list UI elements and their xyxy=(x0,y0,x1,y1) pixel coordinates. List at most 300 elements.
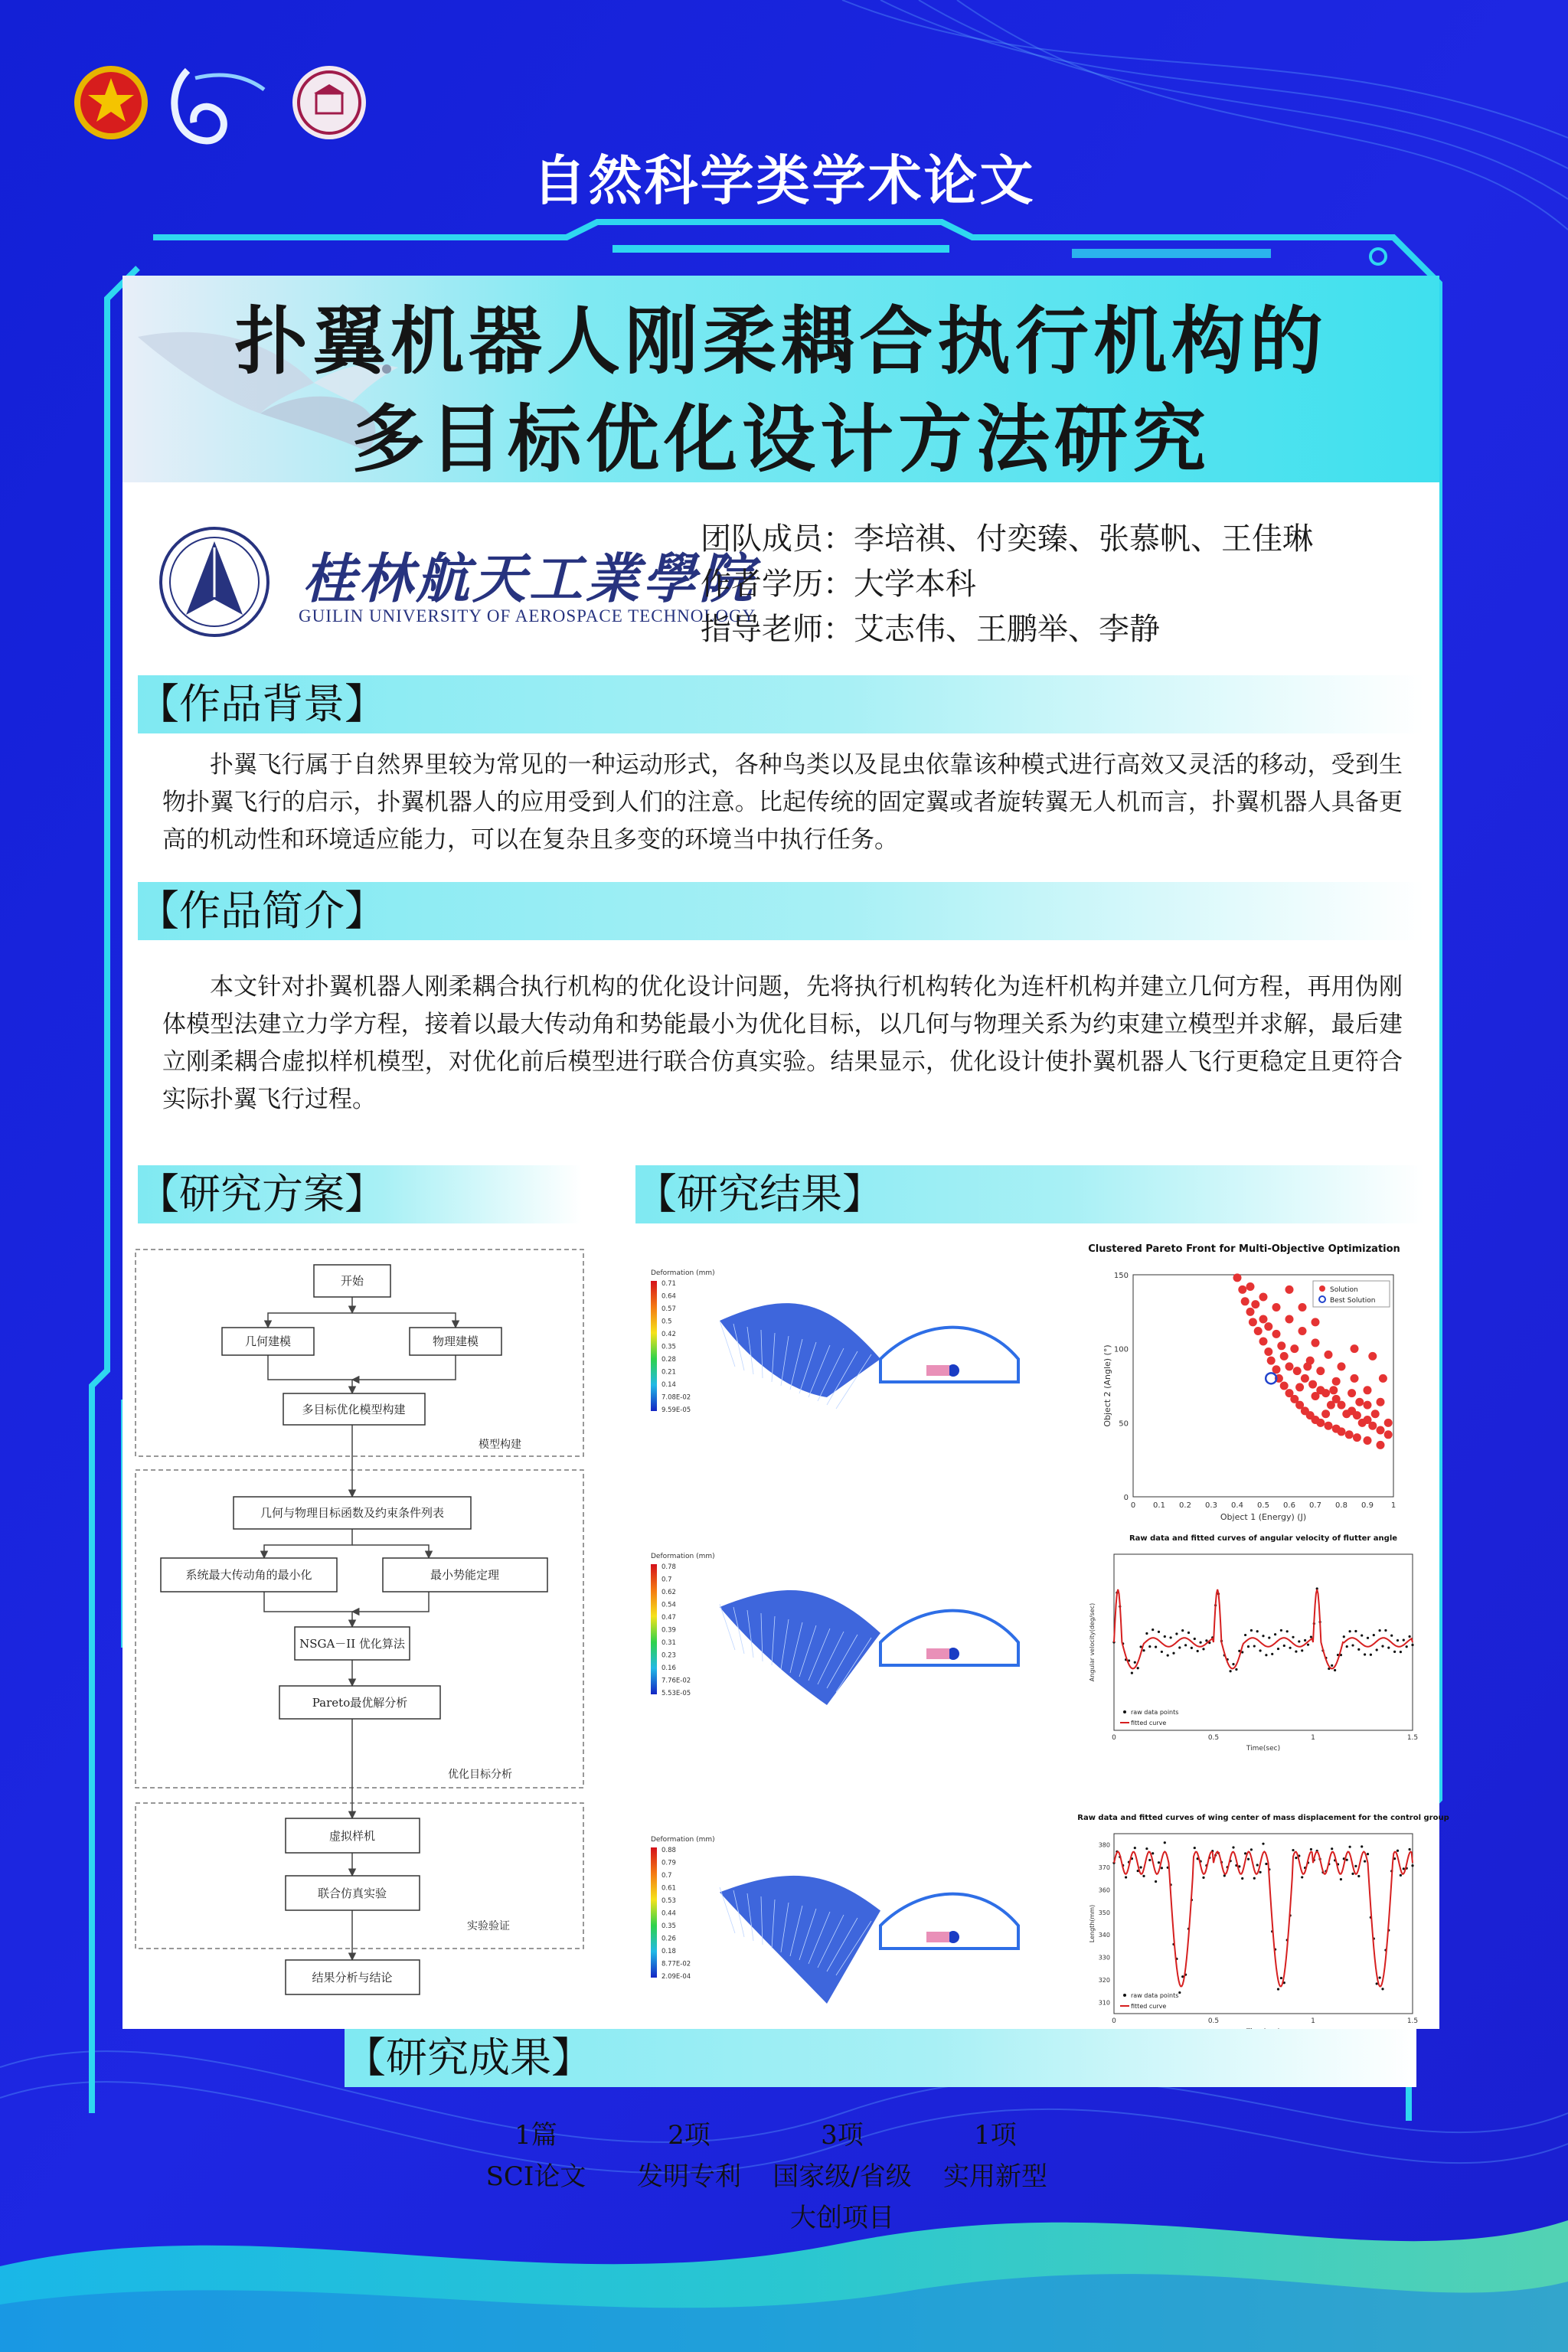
raw-data-point xyxy=(1384,1629,1387,1632)
raw-data-point xyxy=(1295,1650,1297,1652)
raw-data-point xyxy=(1175,1632,1178,1635)
school-name-cn: 桂林航天工業學院 xyxy=(302,547,756,610)
scatter-point xyxy=(1338,1401,1346,1410)
fem-legend-title: Deformation (mm) xyxy=(651,1836,715,1844)
raw-data-point xyxy=(1148,1859,1151,1861)
raw-data-point xyxy=(1381,1988,1383,1990)
achievement-extra: 大创项目 xyxy=(790,2203,894,2233)
scatter-point xyxy=(1377,1426,1385,1435)
plot-area xyxy=(1133,1275,1393,1497)
fem-legend-tick: 0.26 xyxy=(662,1935,676,1943)
fem-figure xyxy=(651,1553,1018,1705)
y-axis-label: Length(mm) xyxy=(1089,1904,1096,1943)
raw-data-point xyxy=(1289,1647,1292,1649)
scatter-point xyxy=(1358,1419,1367,1427)
scatter-point xyxy=(1267,1357,1276,1365)
fem-legend-tick: 0.21 xyxy=(662,1368,676,1377)
scatter-point xyxy=(1251,1300,1259,1308)
fem-legend-tick: 0.28 xyxy=(662,1356,676,1364)
raw-data-point xyxy=(1367,1853,1369,1855)
y-tick-label: 340 xyxy=(1098,1932,1110,1939)
fem-legend-tick: 0.71 xyxy=(662,1280,676,1288)
raw-data-point xyxy=(1406,1645,1408,1648)
scatter-point xyxy=(1321,1389,1330,1397)
fem-legend-tick: 0.42 xyxy=(662,1331,676,1338)
raw-data-point xyxy=(1343,1635,1345,1638)
raw-data-point xyxy=(1265,1863,1267,1865)
raw-data-point xyxy=(1230,1670,1232,1672)
raw-data-point xyxy=(1134,1661,1136,1664)
raw-data-point xyxy=(1265,1654,1267,1656)
wing-mesh xyxy=(720,1303,1018,1409)
flow-multi-objective: 多目标优化模型构建 xyxy=(302,1403,406,1416)
x-axis-label: Object 1 (Energy) (J) xyxy=(1220,1512,1307,1522)
raw-data-point xyxy=(1256,1630,1259,1632)
scatter-point xyxy=(1272,1330,1281,1338)
legend-label: Solution xyxy=(1330,1286,1358,1294)
fem-legend-tick: 2.09E-04 xyxy=(662,1973,691,1981)
fem-colorbar xyxy=(651,1847,657,1978)
raw-data-point xyxy=(1181,1629,1184,1632)
raw-data-point xyxy=(1361,1634,1363,1636)
fem-colorbar xyxy=(651,1564,657,1694)
raw-data-point xyxy=(1349,1630,1351,1632)
raw-data-point xyxy=(1191,1647,1193,1649)
raw-data-point xyxy=(1354,1630,1357,1632)
x-tick-label: 0.1 xyxy=(1153,1501,1165,1510)
fem-legend-tick: 0.7 xyxy=(662,1576,672,1584)
raw-data-point xyxy=(1396,1850,1399,1852)
raw-data-point xyxy=(1268,1637,1270,1639)
raw-data-point xyxy=(1379,1629,1381,1632)
raw-data-point xyxy=(1280,1977,1282,1979)
y-tick-label: 320 xyxy=(1098,1976,1110,1984)
raw-data-point xyxy=(1131,1672,1133,1674)
university-seal xyxy=(292,66,366,139)
fem-figure xyxy=(651,1836,1018,2004)
raw-data-point xyxy=(1247,1645,1250,1648)
fem-legend-tick: 5.53E-05 xyxy=(662,1690,691,1697)
raw-data-point xyxy=(1241,1877,1243,1880)
raw-data-point xyxy=(1310,1848,1312,1851)
scatter-point xyxy=(1377,1398,1385,1406)
y-axis-label: Object 2 (Angle) (°) xyxy=(1102,1344,1112,1427)
chart-title: Clustered Pareto Front for Multi-Objective Optimization xyxy=(1088,1243,1400,1255)
x-tick-label: 1 xyxy=(1390,1501,1396,1510)
scatter-point xyxy=(1277,1341,1285,1350)
raw-data-point xyxy=(1170,1636,1172,1638)
flow-objective-functions: 几何与物理目标函数及约束条件列表 xyxy=(260,1506,445,1520)
raw-data-point xyxy=(1197,1650,1199,1652)
background-paragraph: 扑翼飞行属于自然界里较为常见的一种运动形式，各种鸟类以及昆虫依靠该种模式进行高效又灵活的移动，受到生物扑翼飞行的启示，扑翼机器人的应用受到人们的注意。比起传统的固定翼或者旋转翼无人机而言，扑翼机器人具备更高的机动性和环境适应能力，可以在复杂且多变的环境当中执行任务。 xyxy=(162,751,1403,854)
legend-label: raw data points xyxy=(1131,1992,1179,1999)
scatter-point xyxy=(1368,1422,1377,1430)
title-line-1: 扑翼机器人刚柔耦合执行机构的 xyxy=(234,299,1328,384)
achievement-count: 1项 xyxy=(974,2120,1017,2151)
raw-data-point xyxy=(1396,1639,1399,1642)
raw-data-point xyxy=(1259,1871,1262,1873)
scatter-point xyxy=(1351,1374,1359,1383)
x-tick-label: 0.9 xyxy=(1361,1501,1374,1510)
achievement-item xyxy=(612,2115,766,2197)
fem-legend-tick: 0.78 xyxy=(662,1563,676,1571)
legend-label: Best Solution xyxy=(1330,1297,1376,1305)
raw-data-point xyxy=(1301,1876,1303,1878)
mechanism-motor xyxy=(926,1365,949,1376)
scatter-point xyxy=(1312,1318,1320,1326)
scatter-point xyxy=(1285,1285,1294,1294)
raw-data-point xyxy=(1200,1642,1202,1644)
raw-data-point xyxy=(1277,1648,1279,1650)
raw-data-point xyxy=(1292,1849,1294,1851)
raw-data-point xyxy=(1164,1635,1166,1638)
legend-marker xyxy=(1319,1285,1325,1292)
raw-data-point xyxy=(1194,1638,1196,1640)
raw-data-point xyxy=(1351,1644,1354,1646)
raw-data-point xyxy=(1310,1635,1312,1638)
scatter-point xyxy=(1325,1351,1333,1359)
raw-data-point xyxy=(1351,1873,1354,1875)
raw-data-point xyxy=(1125,1876,1127,1878)
fem-legend-tick: 0.18 xyxy=(662,1948,676,1955)
scatter-point xyxy=(1259,1338,1268,1346)
y-tick-label: 360 xyxy=(1098,1886,1110,1894)
x-tick-label: 1.5 xyxy=(1406,2017,1419,2025)
scatter-point xyxy=(1371,1410,1380,1418)
fem-legend-tick: 0.57 xyxy=(662,1305,676,1313)
x-tick-label: 1 xyxy=(1311,1734,1315,1742)
raw-data-point xyxy=(1340,1878,1342,1880)
wing-mesh xyxy=(720,1590,1018,1705)
flow-pareto: Pareto最优解分析 xyxy=(312,1696,408,1710)
x-axis-label: Time(sec) xyxy=(1246,1745,1281,1753)
x-tick-label: 0.5 xyxy=(1257,1501,1269,1510)
raw-data-point xyxy=(1152,1852,1154,1854)
scatter-point xyxy=(1316,1419,1325,1427)
research-flowchart xyxy=(134,1248,586,2006)
raw-data-point xyxy=(1152,1628,1154,1631)
y-tick-label: 150 xyxy=(1113,1272,1129,1280)
chart-title: Raw data and fitted curves of wing center of mass displacement for the control group xyxy=(1077,1814,1449,1822)
scatter-point xyxy=(1377,1441,1385,1449)
author-degree: 作者学历：大学本科 xyxy=(701,567,976,602)
raw-data-point xyxy=(1376,1648,1378,1651)
scatter-point xyxy=(1364,1401,1372,1410)
scatter-point xyxy=(1241,1297,1250,1305)
scatter-point xyxy=(1264,1322,1272,1331)
youth-league-emblem xyxy=(74,66,148,139)
y-tick-label: 100 xyxy=(1113,1345,1129,1354)
fem-legend-title: Deformation (mm) xyxy=(651,1269,715,1277)
raw-data-point xyxy=(1274,1633,1276,1635)
x-tick-label: 0.6 xyxy=(1283,1501,1295,1510)
achievement-label: 发明专利 xyxy=(637,2161,741,2192)
scatter-point xyxy=(1285,1362,1294,1370)
y-tick-label: 350 xyxy=(1098,1909,1110,1916)
raw-data-point xyxy=(1367,1637,1369,1639)
raw-data-point xyxy=(1259,1649,1262,1651)
raw-data-point xyxy=(1256,1864,1259,1866)
scatter-point xyxy=(1353,1411,1361,1419)
y-tick-label: 310 xyxy=(1098,1999,1110,2007)
chart-legend xyxy=(1313,1281,1390,1307)
achievement-item xyxy=(766,2115,919,2239)
scatter-point xyxy=(1312,1392,1320,1400)
chart-title: Raw data and fitted curves of angular velocity of flutter angle xyxy=(1129,1534,1398,1543)
fem-legend-tick: 0.35 xyxy=(662,1343,676,1351)
x-tick-label: 1.5 xyxy=(1406,1734,1419,1742)
scatter-point xyxy=(1298,1327,1307,1335)
scatter-point xyxy=(1303,1362,1312,1370)
raw-data-point xyxy=(1247,1858,1250,1860)
scatter-point xyxy=(1246,1282,1255,1291)
raw-data-point xyxy=(1148,1645,1151,1648)
raw-data-point xyxy=(1361,1845,1363,1847)
fem-legend-tick: 0.16 xyxy=(662,1664,676,1672)
fem-legend-tick: 0.79 xyxy=(662,1859,676,1867)
y-tick-label: 380 xyxy=(1098,1841,1110,1849)
section-achievements-header: 【研究成果】 xyxy=(345,2029,1416,2087)
school-name-en: GUILIN UNIVERSITY OF AEROSPACE TECHNOLOGY xyxy=(299,606,756,626)
raw-data-point xyxy=(1364,1653,1366,1655)
scatter-point xyxy=(1254,1327,1263,1335)
wing-membrane xyxy=(720,1876,880,2004)
x-tick-label: 0 xyxy=(1112,2017,1116,2025)
legend-label: fitted curve xyxy=(1131,2003,1167,2010)
raw-data-point xyxy=(1232,1663,1234,1665)
team-members: 团队成员：李培祺、付奕臻、张慕帆、王佳琳 xyxy=(701,521,1313,557)
achievement-label: 国家级/省级 xyxy=(773,2161,912,2192)
x-tick-label: 0 xyxy=(1130,1501,1136,1510)
raw-data-point xyxy=(1403,1639,1405,1642)
scatter-point xyxy=(1290,1344,1298,1353)
y-tick-label: 370 xyxy=(1098,1864,1110,1872)
fem-legend-tick: 0.54 xyxy=(662,1601,676,1609)
fem-legend-tick: 0.39 xyxy=(662,1626,676,1635)
legend-label: fitted curve xyxy=(1131,1720,1167,1726)
fem-legend-tick: 9.59E-05 xyxy=(662,1406,691,1414)
scatter-point xyxy=(1325,1422,1333,1430)
scatter-point xyxy=(1338,1427,1346,1436)
fem-legend-tick: 0.88 xyxy=(662,1847,676,1854)
raw-data-point xyxy=(1161,1867,1163,1869)
x-tick-label: 1 xyxy=(1311,2017,1315,2025)
flow-group-label-optimize: 优化目标分析 xyxy=(448,1769,512,1781)
raw-data-point xyxy=(1304,1639,1306,1642)
y-tick-label: 0 xyxy=(1123,1494,1129,1502)
raw-data-point xyxy=(1370,1654,1372,1656)
raw-data-point xyxy=(1194,1847,1196,1849)
raw-data-point xyxy=(1295,1857,1297,1859)
raw-data-point xyxy=(1373,1634,1375,1636)
scatter-point xyxy=(1379,1374,1387,1383)
raw-data-point xyxy=(1409,1635,1411,1638)
fem-legend-tick: 7.08E-02 xyxy=(662,1393,691,1402)
scatter-point xyxy=(1321,1410,1330,1418)
raw-data-point xyxy=(1142,1649,1145,1651)
mechanism-motor xyxy=(926,1648,949,1659)
raw-data-point xyxy=(1134,1847,1136,1849)
fem-legend-tick: 0.31 xyxy=(662,1639,676,1647)
legend-label: raw data points xyxy=(1131,1709,1179,1716)
scatter-point xyxy=(1249,1318,1257,1326)
achievements-list xyxy=(459,2115,1102,2245)
scatter-point xyxy=(1355,1398,1364,1406)
raw-data-point xyxy=(1411,1864,1413,1867)
raw-data-point xyxy=(1167,1655,1169,1657)
section-intro-header: 【作品简介】 xyxy=(138,882,1424,940)
legend-marker xyxy=(1123,1994,1126,1997)
scatter-point xyxy=(1301,1374,1309,1383)
raw-data-point xyxy=(1357,1648,1360,1651)
raw-data-point xyxy=(1411,1644,1413,1646)
scatter-point xyxy=(1246,1308,1255,1316)
scatter-point xyxy=(1259,1315,1268,1324)
x-tick-label: 0.4 xyxy=(1231,1501,1243,1510)
raw-data-point xyxy=(1346,1859,1348,1861)
scatter-point xyxy=(1272,1365,1281,1374)
flow-start: 开始 xyxy=(340,1274,364,1288)
mechanism-motor xyxy=(926,1932,949,1942)
scatter-point xyxy=(1259,1293,1268,1302)
fem-legend-tick: 0.47 xyxy=(662,1614,676,1622)
fem-legend-tick: 0.14 xyxy=(662,1381,676,1389)
raw-data-point xyxy=(1140,1866,1142,1868)
achievement-label: 实用新型 xyxy=(943,2161,1047,2192)
raw-data-point xyxy=(1172,1652,1174,1655)
x-tick-label: 0.3 xyxy=(1205,1501,1217,1510)
raw-data-point xyxy=(1331,1847,1333,1850)
raw-data-point xyxy=(1286,1630,1289,1632)
x-tick-label: 0 xyxy=(1112,1734,1116,1742)
scatter-point xyxy=(1384,1430,1393,1439)
achievement-count: 1篇 xyxy=(514,2120,557,2151)
raw-data-point xyxy=(1262,1635,1264,1637)
raw-data-point xyxy=(1271,1653,1273,1655)
raw-data-point xyxy=(1155,1645,1157,1648)
raw-data-point xyxy=(1232,1846,1234,1848)
section-plan-header: 【研究方案】 xyxy=(138,1165,582,1223)
raw-data-point xyxy=(1158,1861,1160,1864)
flow-group-label-model: 模型构建 xyxy=(479,1439,521,1451)
raw-data-point xyxy=(1280,1629,1282,1632)
scatter-point xyxy=(1295,1383,1304,1391)
fem-legend-tick: 0.62 xyxy=(662,1589,676,1596)
fem-legend-tick: 0.5 xyxy=(662,1318,672,1326)
x-tick-label: 0.5 xyxy=(1207,1734,1220,1742)
scatter-point xyxy=(1342,1410,1351,1418)
x-tick-label: 0.5 xyxy=(1207,2017,1220,2025)
wing-mesh xyxy=(720,1876,1018,2004)
scatter-point xyxy=(1351,1344,1359,1353)
raw-data-point xyxy=(1349,1846,1351,1848)
achievement-label: SCI论文 xyxy=(485,2161,586,2192)
scatter-point xyxy=(1345,1430,1354,1439)
scatter-point xyxy=(1348,1389,1356,1397)
x-tick-label: 0.8 xyxy=(1335,1501,1348,1510)
scatter-point xyxy=(1298,1303,1307,1312)
flow-cosimulation: 联合仿真实验 xyxy=(317,1886,387,1900)
scatter-point xyxy=(1316,1367,1325,1375)
scatter-point xyxy=(1364,1386,1372,1394)
scatter-point xyxy=(1238,1285,1246,1294)
scatter-point xyxy=(1312,1338,1320,1347)
scatter-point xyxy=(1280,1352,1289,1361)
scatter-point xyxy=(1233,1273,1242,1282)
flow-group-label-experiment: 实验验证 xyxy=(467,1920,510,1932)
raw-data-point xyxy=(1393,1651,1396,1653)
achievement-item xyxy=(459,2115,612,2197)
flow-conclusion: 结果分析与结论 xyxy=(312,1971,393,1984)
flow-geo-model: 几何建模 xyxy=(244,1334,292,1348)
achievement-item xyxy=(919,2115,1072,2197)
raw-data-point xyxy=(1161,1651,1163,1653)
raw-data-point xyxy=(1277,1988,1279,1990)
fem-legend-tick: 0.61 xyxy=(662,1884,676,1893)
raw-data-point xyxy=(1184,1644,1187,1646)
raw-data-point xyxy=(1400,1651,1402,1653)
intro-paragraph: 本文针对扑翼机器人刚柔耦合执行机构的优化设计问题，先将执行机构转化为连杆机构并建立几何方程，再用伪刚体模型法建立力学方程，接着以最大传动角和势能最小为优化目标，以几何与物理关系为约束建立模型并求解，最后建立刚柔耦合虚拟样机模型，对优化前后模型进行联合仿真实验。结果显示，优化设计使扑翼机器人飞行更稳定且更符合实际扑翼飞行过程。 xyxy=(162,973,1403,1113)
fem-legend-tick: 0.35 xyxy=(662,1922,676,1930)
wing-membrane xyxy=(720,1590,880,1705)
raw-data-point xyxy=(1354,1865,1357,1867)
results-figures xyxy=(643,1236,1449,2025)
legend-marker xyxy=(1123,1710,1126,1713)
raw-data-point xyxy=(1202,1648,1204,1650)
achievement-count: 2项 xyxy=(668,2120,710,2151)
y-tick-label: 330 xyxy=(1098,1954,1110,1962)
raw-data-point xyxy=(1400,1874,1402,1877)
raw-data-point xyxy=(1202,1877,1204,1879)
fem-legend-tick: 0.53 xyxy=(662,1897,676,1905)
raw-data-point xyxy=(1250,1848,1253,1851)
anniversary-logo xyxy=(175,70,264,141)
section-background-header: 【作品背景】 xyxy=(138,675,1424,733)
raw-data-point xyxy=(1145,1632,1148,1635)
scatter-point xyxy=(1285,1315,1294,1324)
x-tick-label: 0.7 xyxy=(1309,1501,1321,1510)
scatter-point xyxy=(1332,1377,1341,1386)
fem-legend-tick: 0.7 xyxy=(662,1872,672,1880)
scatter-point xyxy=(1308,1380,1317,1389)
raw-data-point xyxy=(1334,1669,1336,1671)
raw-data-point xyxy=(1379,1976,1381,1978)
raw-data-point xyxy=(1235,1668,1237,1671)
raw-data-point xyxy=(1298,1640,1300,1642)
raw-data-point xyxy=(1253,1877,1256,1880)
raw-data-point xyxy=(1178,1646,1181,1648)
fem-legend-tick: 0.44 xyxy=(662,1909,676,1918)
scatter-point xyxy=(1368,1352,1377,1361)
raw-data-point xyxy=(1164,1841,1166,1844)
raw-data-point xyxy=(1187,1632,1190,1634)
scatter-point xyxy=(1272,1303,1281,1312)
raw-data-point xyxy=(1346,1645,1348,1648)
raw-data-point xyxy=(1357,1875,1360,1877)
raw-data-point xyxy=(1205,1639,1207,1642)
category-heading: 自然科学类学术论文 xyxy=(532,149,1036,212)
raw-data-point xyxy=(1142,1875,1145,1877)
scatter-point xyxy=(1338,1362,1346,1370)
fem-legend-title: Deformation (mm) xyxy=(651,1553,715,1560)
raw-data-point xyxy=(1262,1843,1264,1845)
title-line-2: 多目标优化设计方法研究 xyxy=(351,397,1210,482)
raw-data-point xyxy=(1381,1645,1383,1648)
raw-data-point xyxy=(1250,1629,1253,1632)
fem-legend-tick: 7.76E-02 xyxy=(662,1677,691,1685)
y-axis-label: Angular velocity(deg/sec) xyxy=(1089,1602,1096,1682)
scatter-point xyxy=(1327,1401,1335,1410)
